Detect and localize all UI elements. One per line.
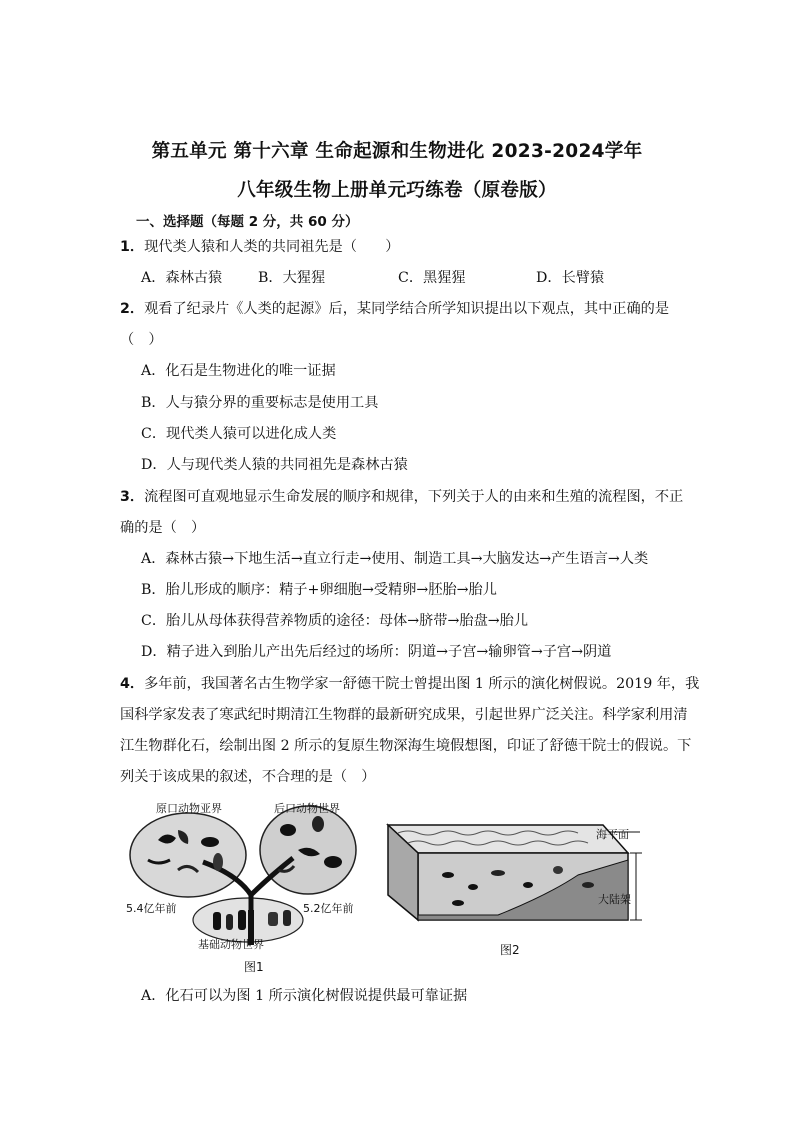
q2-option-b[interactable]: B．人与猿分界的重要标志是使用工具 bbox=[141, 395, 379, 411]
q2-option-d[interactable]: D．人与现代类人猿的共同祖先是森林古猿 bbox=[141, 457, 408, 473]
question-3 bbox=[120, 487, 683, 507]
question-number: 4． bbox=[120, 676, 145, 692]
question-4-stem-line3: 江生物群化石，绘制出图 2 所示的复原生物深海生境假想图，印证了舒德干院士的假说。下 bbox=[120, 738, 692, 754]
fig1-caption: 图1 bbox=[244, 960, 264, 974]
section-heading: 一、选择题（每题 2 分，共 60 分） bbox=[136, 214, 359, 230]
question-1 bbox=[120, 237, 399, 257]
question-number: 2． bbox=[120, 301, 145, 317]
fig1-label-time-left: 5.4亿年前 bbox=[126, 902, 177, 915]
fig2-label-sea-level: 海平面 bbox=[596, 828, 629, 841]
q3-option-d[interactable]: D．精子进入到胎儿产出先后经过的场所：阴道→子宫→输卵管→子宫→阴道 bbox=[141, 644, 612, 660]
question-number: 1． bbox=[120, 239, 145, 255]
fig1-label-deuterostome: 后口动物世界 bbox=[274, 802, 340, 815]
fig2-caption: 图2 bbox=[500, 943, 520, 957]
question-stem: 观看了纪录片《人类的起源》后，某同学结合所学知识提出以下观点，其中正确的是 bbox=[144, 301, 670, 317]
page-title-line2: 八年级生物上册单元巧练卷（原卷版） bbox=[237, 180, 557, 201]
q4-option-a[interactable]: A．化石可以为图 1 所示演化树假说提供最可靠证据 bbox=[141, 988, 468, 1004]
fig1-label-protostome: 原口动物亚界 bbox=[156, 802, 222, 815]
figure-1 bbox=[118, 800, 368, 975]
q1-option-c[interactable]: C．黑猩猩 bbox=[398, 270, 466, 286]
q2-option-c[interactable]: C．现代类人猿可以进化成人类 bbox=[141, 426, 337, 442]
question-4-stem-line2: 国科学家发表了寒武纪时期清江生物群的最新研究成果，引起世界广泛关注。科学家利用清 bbox=[120, 707, 688, 723]
fig1-label-time-right: 5.2亿年前 bbox=[303, 902, 354, 915]
q3-option-a[interactable]: A．森林古猿→下地生活→直立行走→使用、制造工具→大脑发达→产生语言→人类 bbox=[141, 551, 649, 567]
q3-option-b[interactable]: B．胎儿形成的顺序：精子+卵细胞→受精卵→胚胎→胎儿 bbox=[141, 582, 497, 598]
q1-option-a[interactable]: A．森林古猿 bbox=[141, 270, 223, 286]
fig1-label-base: 基础动物世界 bbox=[198, 938, 264, 951]
q1-option-d[interactable]: D．长臂猿 bbox=[536, 270, 605, 286]
fig2-label-continental-shelf: 大陆架 bbox=[598, 893, 631, 906]
q1-option-b[interactable]: B．大猩猩 bbox=[258, 270, 326, 286]
question-4 bbox=[120, 674, 699, 694]
question-2-stem-cont: （ ） bbox=[120, 332, 163, 348]
question-stem: 现代类人猿和人类的共同祖先是（ ） bbox=[144, 239, 400, 255]
question-2 bbox=[120, 299, 669, 319]
page-title-line1: 第五单元 第十六章 生命起源和生物进化 2023-2024学年 bbox=[151, 141, 643, 162]
deep-sea-habitat-illustration bbox=[378, 815, 678, 960]
question-4-stem-line4: 列关于该成果的叙述，不合理的是（ ） bbox=[120, 769, 376, 785]
q3-option-c[interactable]: C．胎儿从母体获得营养物质的途径：母体→脐带→胎盘→胎儿 bbox=[141, 613, 529, 629]
question-3-stem-cont: 确的是（ ） bbox=[120, 520, 206, 536]
question-stem: 流程图可直观地显示生命发展的顺序和规律，下列关于人的由来和生殖的流程图，不正 bbox=[144, 489, 684, 505]
question-stem: 多年前，我国著名古生物学家一舒德干院士曾提出图 1 所示的演化树假说。2019 年，我 bbox=[144, 676, 700, 692]
figure-2 bbox=[378, 815, 678, 960]
question-number: 3． bbox=[120, 489, 145, 505]
q2-option-a[interactable]: A．化石是生物进化的唯一证据 bbox=[141, 363, 336, 379]
